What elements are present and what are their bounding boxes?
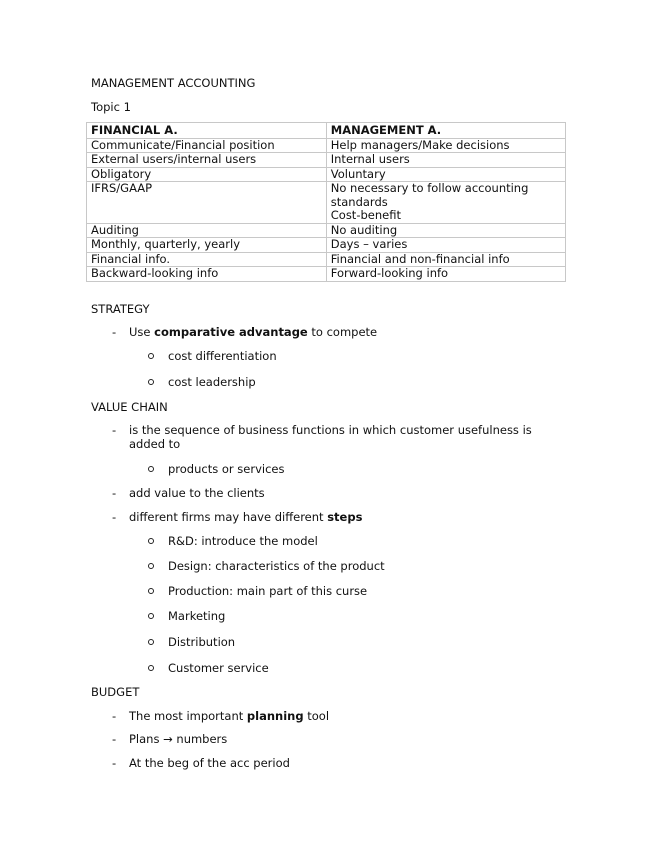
table-cell: Forward-looking info [326,267,565,282]
sub-list-item: products or services [168,462,285,476]
list-dash: - [112,510,117,524]
sub-list-item: Production: main part of this curse [168,584,368,598]
sub-list-item: cost differentiation [168,349,277,363]
document-title: MANAGEMENT ACCOUNTING [91,76,256,90]
sub-list-item: Customer service [168,661,269,675]
table-header-cell: MANAGEMENT A. [326,123,565,139]
list-dash: - [112,756,117,770]
circle-bullet-icon [148,639,154,645]
table-cell: Auditing [87,223,327,238]
list-item: Plans → numbers [129,732,228,746]
table-row [87,267,566,282]
table-cell: Obligatory [87,167,327,182]
table-cell: Internal users [326,153,565,168]
sub-list-item: Distribution [168,635,236,649]
list-item: is the sequence of business functions in which customer usefulness is added to [129,423,532,451]
text-run-bold: steps [327,510,363,524]
list-item [129,325,377,339]
circle-bullet-icon [148,588,154,594]
topic-label: Topic 1 [91,100,131,114]
circle-bullet-icon [148,466,154,472]
table-row [87,153,566,168]
list-dash: - [112,709,117,723]
table-cell: No necessary to follow accounting standards Cost-benefit [326,182,565,224]
table-header-row [87,123,566,139]
table-cell: Financial and non-financial info [326,252,565,267]
list-dash: - [112,486,117,500]
circle-bullet-icon [148,538,154,544]
text-run: Use [129,325,155,339]
text-run: to compete [307,325,378,339]
circle-bullet-icon [148,353,154,359]
table-cell: Financial info. [87,252,327,267]
text-run: The most important [129,709,247,723]
table-row [87,252,566,267]
table-cell: Backward-looking info [87,267,327,282]
sub-list-item: Design: characteristics of the product [168,559,385,573]
text-run: tool [303,709,330,723]
list-dash: - [112,423,117,437]
table-cell: Days – varies [326,238,565,253]
table-row [87,238,566,253]
table-cell: Voluntary [326,167,565,182]
table-cell: Communicate/Financial position [87,138,327,153]
list-item [129,510,362,524]
text-run-bold: comparative advantage [154,325,308,339]
table-cell: Help managers/Make decisions [326,138,565,153]
circle-bullet-icon [148,563,154,569]
table-cell: IFRS/GAAP [87,182,327,224]
circle-bullet-icon [148,379,154,385]
value-chain-heading: VALUE CHAIN [91,400,168,414]
table-row [87,167,566,182]
table-header-cell: FINANCIAL A. [87,123,327,139]
text-run-bold: planning [246,709,304,723]
table-cell: No auditing [326,223,565,238]
sub-list-item: R&D: introduce the model [168,534,318,548]
list-dash: - [112,732,117,746]
table-row [87,223,566,238]
comparison-table [86,122,566,282]
list-item [129,709,329,723]
sub-list-item: cost leadership [168,375,256,389]
table-cell: Monthly, quarterly, yearly [87,238,327,253]
strategy-heading: STRATEGY [91,302,150,316]
circle-bullet-icon [148,613,154,619]
table-row [87,182,566,224]
table-row [87,138,566,153]
list-item: add value to the clients [129,486,265,500]
budget-heading: BUDGET [91,685,140,699]
list-dash: - [112,325,117,339]
table-cell: External users/internal users [87,153,327,168]
sub-list-item: Marketing [168,609,226,623]
circle-bullet-icon [148,665,154,671]
text-run: different firms may have different [129,510,328,524]
list-item: At the beg of the acc period [129,756,290,770]
